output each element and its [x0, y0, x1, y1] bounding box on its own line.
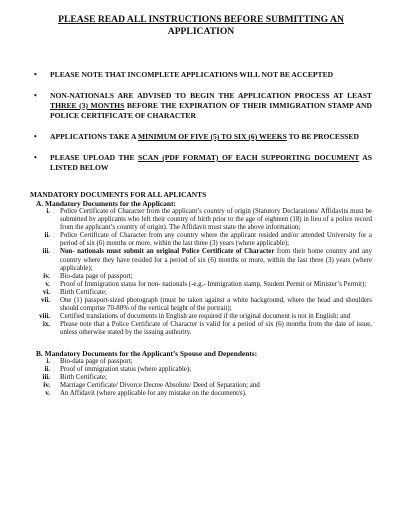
- list-item: [30, 281, 372, 289]
- list-item: [30, 208, 372, 232]
- list-item: [30, 358, 372, 366]
- title-first-letter: P: [58, 14, 64, 25]
- bullet-icon: •: [34, 91, 37, 100]
- item-text: Proof of immigration status (where applicable);: [60, 365, 192, 373]
- item-text: Birth Certificate;: [60, 288, 107, 296]
- notice-item: [30, 132, 372, 142]
- notice-item: [30, 70, 372, 80]
- list-item: [30, 313, 372, 321]
- item-bold-text: Non- nationals must submit an original Police Certificate of Character: [60, 248, 275, 256]
- section-a-heading: A. Mandatory Documents for the Applicant:: [36, 199, 176, 208]
- item-number: ix.: [42, 321, 50, 329]
- title-line-2: APPLICATION: [167, 26, 235, 37]
- list-item: [30, 248, 372, 272]
- list-item: [30, 232, 372, 248]
- item-number: iv.: [43, 272, 50, 280]
- notice-text: AS LISTED BELOW: [50, 153, 372, 172]
- notice-underlined: MINIMUM OF FIVE (5) TO SIX (6) WEEKS: [137, 132, 287, 141]
- item-number: v.: [45, 280, 50, 288]
- item-text: from their home country and any country where they have resided for a period of six (6) months or more, within the last three (3) years (where applicable);: [60, 248, 372, 272]
- list-item: [30, 273, 372, 281]
- list-item: [30, 297, 372, 313]
- item-text: Birth Certificate;: [60, 373, 107, 381]
- item-text: Bio-data page of passport;: [60, 357, 133, 365]
- list-item: [30, 366, 372, 374]
- list-item: [30, 289, 372, 297]
- item-text: Marriage Certificate/ Divorce Decree Absolute/ Deed of Separation; and: [60, 381, 260, 389]
- item-text: Certified translations of documents in English are required if the original document is not in English; and: [60, 313, 351, 321]
- item-number: ii.: [44, 232, 50, 240]
- notice-text: PLEASE NOTE THAT INCOMPLETE APPLICATIONS WILL NOT BE ACCEPTED: [50, 70, 334, 79]
- notice-underlined: SCAN (PDF FORMAT) OF EACH SUPPORTING DOCUMENT: [138, 153, 360, 162]
- notice-text: NON-NATIONALS ARE ADVISED TO BEGIN THE APPLICATION PROCESS AT LEAST: [50, 91, 372, 100]
- item-number: ii.: [44, 365, 50, 373]
- title-line-1: [46, 14, 356, 26]
- item-text: Police Certificate of Character from the applicant’s country of origin (Statutory Declarations/ Affidavits must be submitted by applicants who left their country of birth prior to the age of eighteen (18) in lieu of a police record from the applicant’s country of origin). The Affidavit must state the above information;: [60, 208, 372, 232]
- item-text: One (1) passport-sized photograph (must be taken against a white background, where the head and shoulders should comprise 70-80% of the vertical height of the portrait);: [60, 297, 372, 313]
- item-text: Police Certificate of Character from any country where the applicant resided and/or attended University for a period of six (6) months or more, within the last three (3) years (where applicable);: [60, 232, 372, 248]
- section-b-list: [30, 358, 372, 398]
- list-item: [30, 321, 372, 337]
- item-number: viii.: [39, 313, 50, 321]
- notice-list: [30, 70, 372, 173]
- notice-underlined: THREE (3) MONTHS: [50, 101, 125, 110]
- notice-text: BEFORE THE EXPIRATION OF THEIR IMMIGRATION STAMP AND POLICE CERTIFICATE OF CHARACTER: [50, 101, 372, 120]
- item-number: vi.: [42, 288, 50, 296]
- list-item: [30, 374, 372, 382]
- item-text-container: [60, 248, 372, 272]
- item-text: Please note that a Police Certificate of Character is valid for a period of six (6) months from the date of issue, unless otherwise stated by the issuing authority.: [60, 321, 372, 337]
- item-number: iii.: [42, 248, 50, 256]
- bullet-icon: •: [34, 153, 37, 162]
- list-item: [30, 390, 372, 398]
- page-title: [46, 14, 356, 38]
- item-number: iii.: [42, 373, 50, 381]
- item-number: v.: [45, 389, 50, 397]
- item-number: i.: [46, 357, 50, 365]
- item-text: Bio-data page of passport;: [60, 272, 133, 280]
- notice-text: TO BE PROCESSED: [286, 132, 359, 141]
- notice-item: [30, 91, 372, 121]
- item-number: i.: [46, 208, 50, 215]
- item-number: iv.: [43, 381, 50, 389]
- item-number: vii.: [41, 297, 50, 305]
- item-text: Proof of Immigration status for non- nationals (-e.g.- Immigration stamp, Student Permit or Minister’s Permit);: [60, 280, 367, 288]
- title-line-1-text: LEASE READ ALL INSTRUCTIONS BEFORE SUBMITTING AN: [63, 14, 344, 25]
- section-a-list: [30, 208, 372, 338]
- bullet-icon: •: [34, 70, 37, 79]
- notice-item: [30, 153, 372, 173]
- notice-text: PLEASE UPLOAD THE: [50, 153, 139, 162]
- notice-text: APPLICATIONS TAKE A: [50, 132, 138, 141]
- list-item: [30, 382, 372, 390]
- section-b-heading: B. Mandatory Documents for the Applicant’s Spouse and Dependents:: [36, 348, 258, 358]
- item-text: An Affidavit (where applicable for any mistake on the document/s).: [60, 389, 247, 397]
- mandatory-heading: MANDATORY DOCUMENTS FOR ALL APLICANTS: [30, 190, 207, 199]
- bullet-icon: •: [34, 132, 37, 141]
